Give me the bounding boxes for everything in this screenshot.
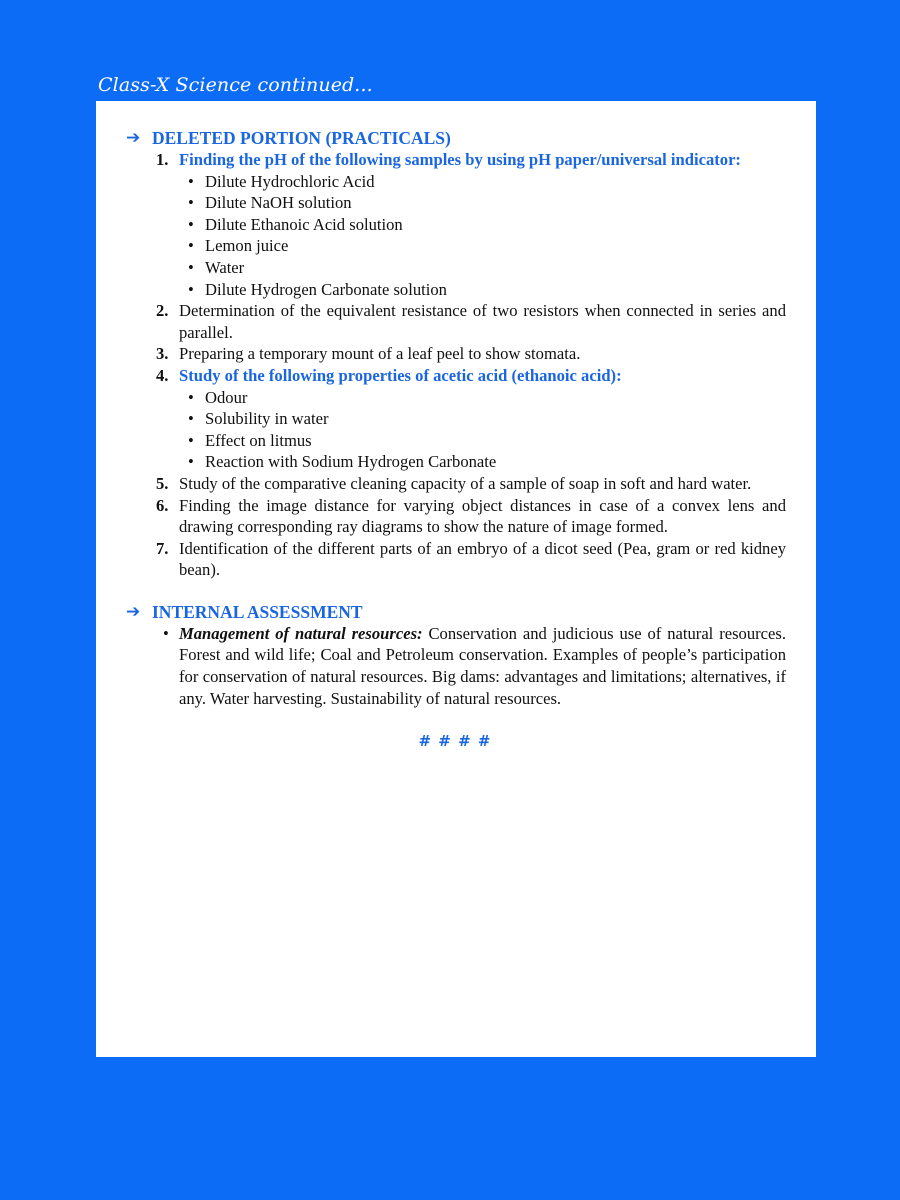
item-number: 2.: [156, 301, 169, 321]
bullet-text: Odour: [205, 387, 248, 407]
bullet-text: Water: [205, 257, 245, 277]
item-number: 5.: [156, 473, 169, 493]
bullet-item: [124, 171, 786, 193]
bullet-dot-icon: •: [188, 430, 194, 450]
list-item-6: [124, 495, 786, 538]
bullet-text: Reaction with Sodium Hydrogen Carbonate: [205, 452, 497, 472]
item-number: 3.: [156, 344, 169, 364]
item-text: Finding the pH of the following samples by using pH paper/universal indicator:: [179, 150, 741, 169]
bullet-text: Solubility in water: [205, 409, 329, 429]
bullet-dot-icon: •: [188, 452, 194, 472]
document-content: [124, 127, 786, 753]
bullet-dot-icon: •: [188, 193, 194, 213]
bullet-item: [124, 192, 786, 214]
bullet-item: [124, 214, 786, 236]
list-item-4: [124, 365, 786, 387]
section-heading-deleted: [124, 127, 786, 149]
bullet-item: [124, 235, 786, 257]
section-heading-label: DELETED PORTION (PRACTICALS): [152, 128, 451, 148]
bullet-item: [124, 257, 786, 279]
item-text: Finding the image distance for varying object distances in case of a convex lens and drawing corresponding ray diagrams to show the nature of image formed.: [179, 495, 786, 537]
bullet-text: Effect on litmus: [205, 430, 312, 450]
bullet-text: Lemon juice: [205, 236, 289, 256]
item-text: Preparing a temporary mount of a leaf peel to show stomata.: [179, 344, 581, 364]
bullet-text: Dilute Hydrogen Carbonate solution: [205, 279, 447, 299]
bullet-item: [124, 408, 786, 430]
item-number: 6.: [156, 495, 169, 515]
bullet-dot-icon: •: [163, 623, 169, 643]
list-item-5: [124, 473, 786, 495]
end-mark: # # # #: [418, 732, 492, 751]
list-item-1: [124, 149, 786, 171]
section-heading-internal: [124, 601, 786, 623]
page-header-title: Class-X Science continued...: [98, 74, 373, 96]
arrow-right-icon: ➔: [126, 128, 141, 148]
bullet-dot-icon: •: [188, 279, 194, 299]
bullet-list-samples: [124, 171, 786, 301]
item-lead: Management of natural resources:: [179, 623, 423, 643]
arrow-right-icon: ➔: [126, 601, 141, 622]
section-heading-label: INTERNAL ASSESSMENT: [152, 601, 363, 622]
bullet-text: Dilute Ethanoic Acid solution: [205, 214, 403, 234]
list-item-3: [124, 343, 786, 365]
bullet-dot-icon: •: [188, 387, 194, 407]
bullet-dot-icon: •: [188, 214, 194, 234]
list-item-7: [124, 538, 786, 581]
bullet-item: [124, 279, 786, 301]
bullet-item: [124, 387, 786, 409]
item-number: 7.: [156, 538, 169, 558]
document-sheet: [96, 101, 816, 1057]
item-text: Conservation and judicious use of natural resources. Forest and wild life; Coal and Petroleum conservation. Examples of people’s participation for conservation of natural resources. Big dams: advantages and limitations; alternatives, if any. Water harvesting. Sustainability of natural resources.: [179, 623, 786, 708]
bullet-item: [124, 430, 786, 452]
item-text: Study of the following properties of acetic acid (ethanoic acid):: [179, 365, 622, 385]
bullet-dot-icon: •: [188, 236, 194, 256]
item-number: 1.: [156, 150, 169, 169]
bullet-list-properties: [124, 387, 786, 473]
item-text: Determination of the equivalent resistance of two resistors when connected in series and parallel.: [179, 301, 786, 342]
bullet-item: [124, 451, 786, 473]
bullet-dot-icon: •: [188, 409, 194, 429]
list-item-2: [124, 300, 786, 343]
item-number: 4.: [156, 365, 169, 385]
item-text: Identification of the different parts of an embryo of a dicot seed (Pea, gram or red kidney bean).: [179, 538, 786, 580]
bullet-dot-icon: •: [188, 257, 194, 277]
bullet-text: Dilute NaOH solution: [205, 193, 352, 213]
item-text: Study of the comparative cleaning capacity of a sample of soap in soft and hard water.: [179, 473, 752, 493]
section-spacer: [124, 581, 786, 601]
internal-assessment-item: [124, 623, 786, 709]
bullet-dot-icon: •: [188, 171, 194, 191]
bullet-text: Dilute Hydrochloric Acid: [205, 171, 375, 191]
